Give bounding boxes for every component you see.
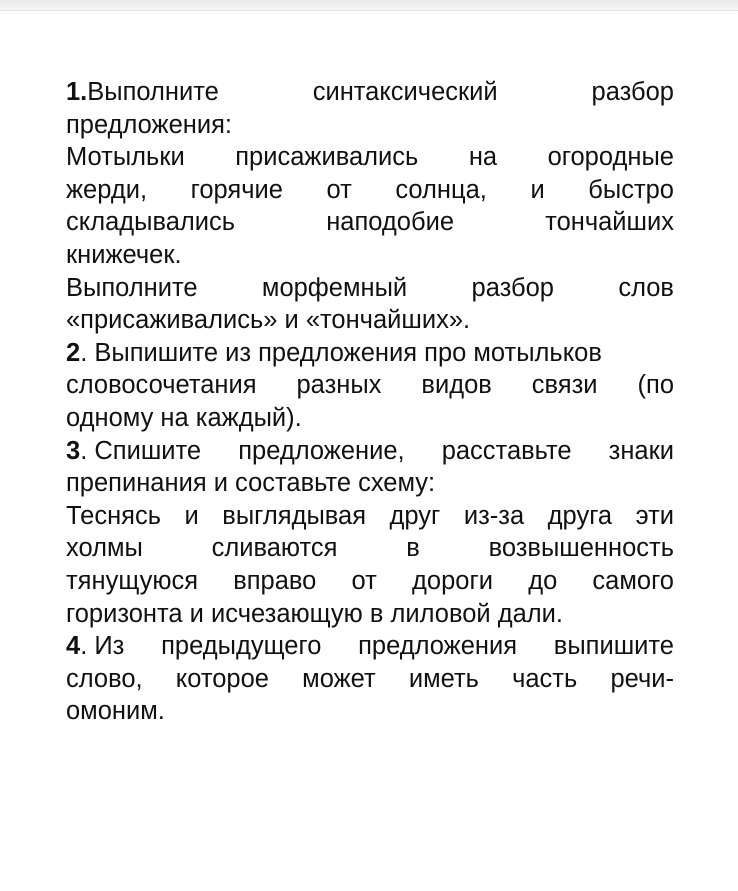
task1-line1: [66, 76, 674, 109]
word: связи: [531, 371, 598, 400]
task4-heading-word1: 4. Из: [66, 630, 124, 663]
task1-line2: предложения:: [66, 110, 233, 139]
word: видов: [421, 371, 492, 400]
document-text: [66, 76, 674, 728]
word: речи-: [610, 664, 674, 693]
word: эти: [635, 501, 674, 530]
word: дороги: [412, 566, 494, 595]
word: морфемный: [261, 273, 408, 302]
word: разбор: [471, 273, 554, 302]
task3-sentence-line3: [66, 565, 674, 598]
task1-sentence-line4: книжечек.: [66, 240, 182, 269]
word: в: [406, 534, 420, 563]
task1-sentence-line3: [66, 206, 674, 239]
word: и: [184, 501, 199, 530]
task3-sentence-line2: [66, 532, 674, 565]
word: жерди,: [66, 175, 148, 204]
word: тянущуюся: [66, 566, 199, 595]
word: выглядывая: [222, 501, 367, 530]
task3-sentence-line1: [66, 500, 674, 533]
word: на: [468, 143, 498, 172]
word: вправо: [233, 566, 317, 595]
task1-sentence-line1: [66, 141, 674, 174]
word: часть: [512, 664, 578, 693]
task1-sentence-line2: [66, 174, 674, 207]
task4-line1: [66, 630, 674, 663]
task1-heading-word2: синтаксический: [312, 78, 498, 106]
word: слов: [618, 273, 674, 302]
task2-number: 2: [66, 338, 81, 367]
word: слово,: [66, 664, 143, 693]
task1-number: 1.: [66, 78, 88, 106]
word: Выполните: [66, 273, 198, 302]
word: предложения: [358, 632, 518, 661]
task3-number: 3: [66, 436, 81, 465]
task3-sentence-line4: горизонта и исчезающую в лиловой дали.: [66, 599, 563, 628]
word: из-за: [463, 501, 525, 530]
word: холмы: [66, 534, 143, 563]
task1-heading-word1: 1.Выполните: [66, 76, 219, 109]
word: может: [302, 664, 376, 693]
word: иметь: [408, 664, 479, 693]
task4-number: 4: [66, 632, 81, 661]
task3-line1: [66, 435, 674, 468]
word: предложение,: [238, 436, 405, 465]
word: присаживались: [235, 143, 419, 172]
word: расставьте: [441, 436, 572, 465]
word: тончайших: [545, 208, 674, 237]
word: и: [530, 175, 545, 204]
task2-heading-text: . Выпишите из предложения про мотыльков: [80, 338, 602, 367]
word: словосочетания: [66, 371, 257, 400]
word: от: [351, 566, 377, 595]
word: до: [528, 566, 558, 595]
task3-heading-word1: 3. Спишите: [66, 435, 201, 468]
word: горячие: [190, 175, 283, 204]
top-bar: [0, 0, 738, 11]
word: огородные: [547, 143, 674, 172]
word: солнца,: [395, 175, 487, 204]
word: сливаются: [211, 534, 338, 563]
word: разных: [296, 371, 382, 400]
word: друг: [389, 501, 441, 530]
word: наподобие: [326, 208, 455, 237]
task3-line2: препинания и составьте схему:: [66, 469, 436, 498]
word: возвышенность: [488, 534, 674, 563]
task1-heading-word3: разбор: [591, 78, 674, 106]
word: предыдущего: [161, 632, 322, 661]
task1-morph-line1: [66, 272, 674, 305]
word: которое: [175, 664, 269, 693]
task2-line1: [66, 337, 674, 370]
task2-line2: [66, 369, 674, 402]
word: знаки: [608, 436, 674, 465]
word: складывались: [66, 208, 236, 237]
word: Мотыльки: [66, 143, 185, 172]
task2-line3: одному на каждый).: [66, 403, 302, 432]
word: самого: [592, 566, 674, 595]
task1-morph-line2: «присаживались» и «тончайших».: [66, 306, 471, 335]
word: выпишите: [553, 632, 674, 661]
task4-line2: [66, 663, 674, 696]
word: быстро: [588, 175, 674, 204]
word: (по: [637, 371, 674, 400]
word: друга: [547, 501, 613, 530]
word: Теснясь: [66, 501, 162, 530]
task4-line3: омоним.: [66, 697, 165, 726]
word: от: [326, 175, 352, 204]
